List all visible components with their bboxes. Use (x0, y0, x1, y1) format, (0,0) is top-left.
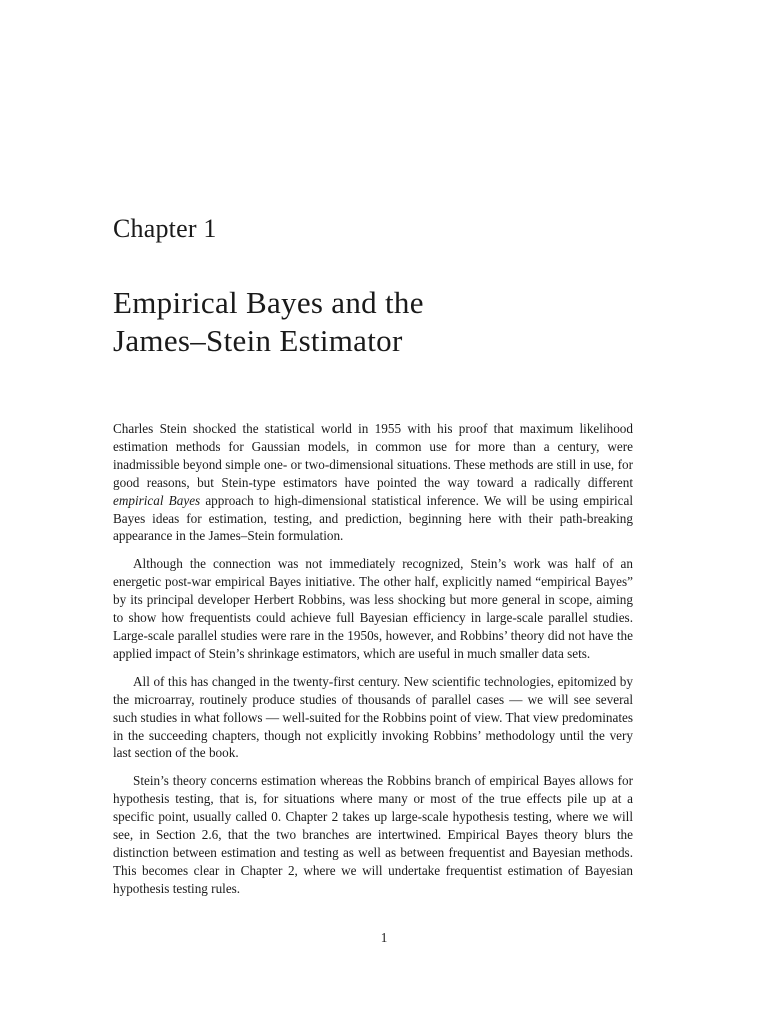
paragraph-1-text-b: approach to high-dimensional statistical inference. We will be using empirical Bayes ideas for estimation, testing, and prediction, beginning here with their path-breaking appearance in the James–Stein formulation. (113, 492, 634, 544)
paragraph-3: All of this has changed in the twenty-first century. New scientific technologies, epitomized by the microarray, routinely produce studies of thousands of parallel cases — we will see several such studies in what follows — well-suited for the Robbins point of view. That view predominates in the succeeding chapters, though not explicitly invoking Robbins’ methodology until the very last section of the book. (113, 673, 633, 761)
paragraph-1-emphasis: empirical Bayes (113, 492, 201, 508)
chapter-title (113, 284, 653, 360)
page-number: 1 (380, 930, 388, 945)
paragraph-1 (113, 420, 633, 545)
paragraph-1-text-a: Charles Stein shocked the statistical world in 1955 with his proof that maximum likelihood estimation methods for Gaussian models, in common use for more than a century, were inadmissible beyond simple one- or two-dimensional situations. These methods are still in use, for good reasons, but Stein-type estimators have pointed the way toward a radically different (113, 421, 633, 490)
chapter-label: Chapter 1 (113, 214, 217, 243)
paragraph-2: Although the connection was not immediately recognized, Stein’s work was half of an energetic post-war empirical Bayes initiative. The other half, explicitly named “empirical Bayes” by its principal developer Herbert Robbins, was less shocking but more general in scope, aiming to show how frequentists could achieve full Bayesian efficiency in large-scale parallel studies. Large-scale parallel studies were rare in the 1950s, however, and Robbins’ theory did not have the applied impact of Stein’s shrinkage estimators, which are useful in much smaller data sets. (113, 556, 633, 661)
chapter-body (113, 420, 633, 908)
chapter-title-line-1: Empirical Bayes and the (113, 285, 424, 320)
chapter-title-line-2: James–Stein Estimator (113, 323, 403, 358)
paragraph-4: Stein’s theory concerns estimation whereas the Robbins branch of empirical Bayes allows for hypothesis testing, that is, for situations where many or most of the true effects pile up at a specific point, usually called 0. Chapter 2 takes up large-scale hypothesis testing, where we will see, in Section 2.6, that the two branches are intertwined. Empirical Bayes theory blurs the distinction between estimation and testing as well as between frequentist and Bayesian methods. This becomes clear in Chapter 2, where we will undertake frequentist estimation of Bayesian hypothesis testing rules. (113, 773, 633, 896)
